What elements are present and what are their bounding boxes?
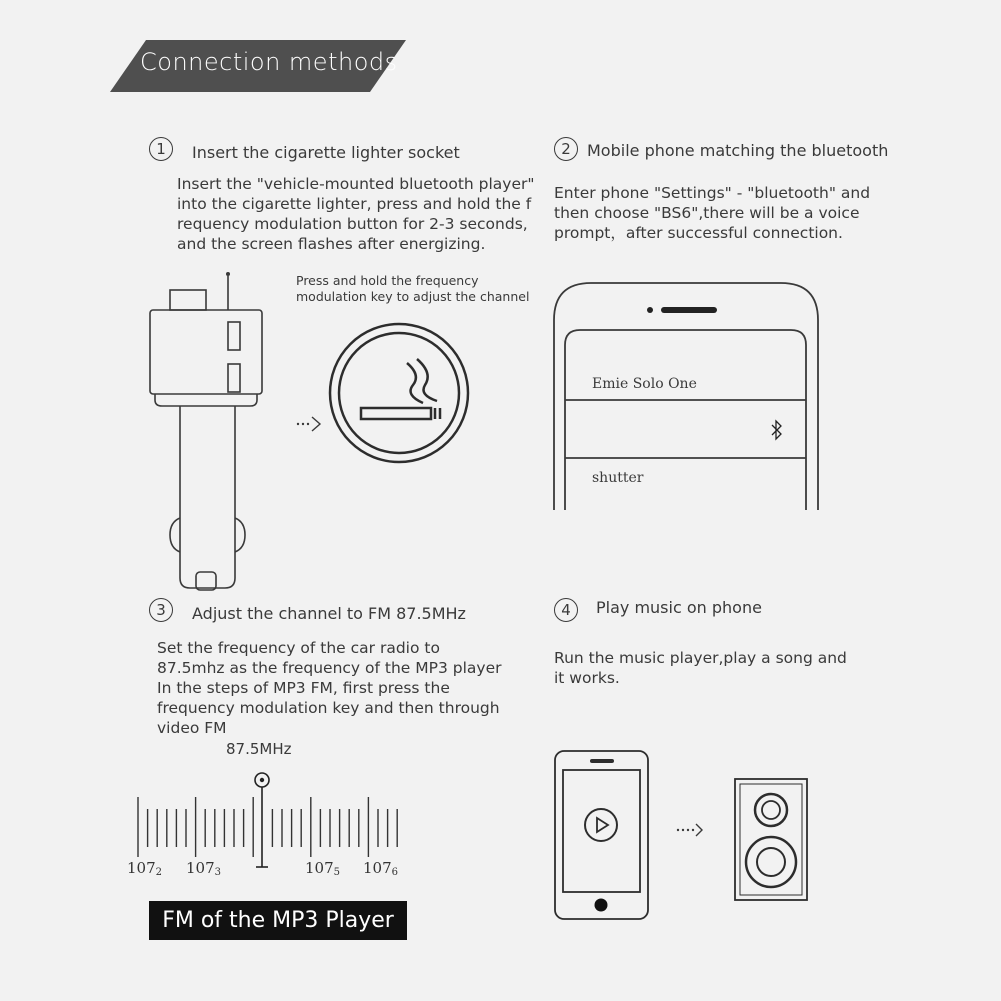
step-number-3: 3 (149, 598, 173, 622)
step-2-body: Enter phone "Settings" - "bluetooth" and then choose "BS6",there will be a voice prompt，after successful connection. (554, 184, 871, 242)
bluetooth-icon (770, 419, 784, 441)
step-4-body: Run the music player,play a song and it works. (554, 649, 847, 687)
car-charger-icon (140, 260, 280, 600)
phone-list-item: Emie Solo One (592, 376, 697, 392)
step-3-body: Set the frequency of the car radio to 87.5mhz as the frequency of the MP3 player In the steps of MP3 FM, first press the frequency modulation key and then through video FM (157, 639, 502, 737)
dial-tick-label: $107_3$ (186, 859, 222, 878)
step-1-heading: Insert the cigarette lighter socket (192, 143, 460, 162)
step-1-callout: Press and hold the frequency modulation key to adjust the channel (296, 273, 530, 304)
step-number-2: 2 (554, 137, 578, 161)
section-title: Connection methods (140, 48, 398, 76)
dial-marker-label: 87.5MHz (226, 740, 292, 758)
fm-label-box: FM of the MP3 Player (149, 901, 407, 940)
speaker-icon (734, 778, 810, 902)
arrow-dots-icon (676, 820, 706, 840)
step-2-heading: Mobile phone matching the bluetooth (587, 141, 889, 160)
step-number-4: 4 (554, 598, 578, 622)
phone-list-item: shutter (592, 470, 644, 486)
play-icon (585, 809, 617, 841)
step-4-heading: Play music on phone (596, 598, 762, 617)
step-1-body: Insert the "vehicle-mounted bluetooth player" into the cigarette lighter, press and hold the f requency modulation button for 2-3 seconds, and the screen flashes after energizing. (177, 175, 535, 253)
cigarette-lighter-icon (329, 323, 469, 463)
dial-tick-label: $107_6$ (363, 859, 399, 878)
step-number-1: 1 (149, 137, 173, 161)
dial-tick-label: $107_2$ (127, 859, 163, 878)
arrow-dots-icon (296, 414, 326, 434)
dial-tick-label: $107_5$ (305, 859, 341, 878)
step-3-heading: Adjust the channel to FM 87.5MHz (192, 604, 466, 623)
music-phone-icon (554, 750, 650, 922)
